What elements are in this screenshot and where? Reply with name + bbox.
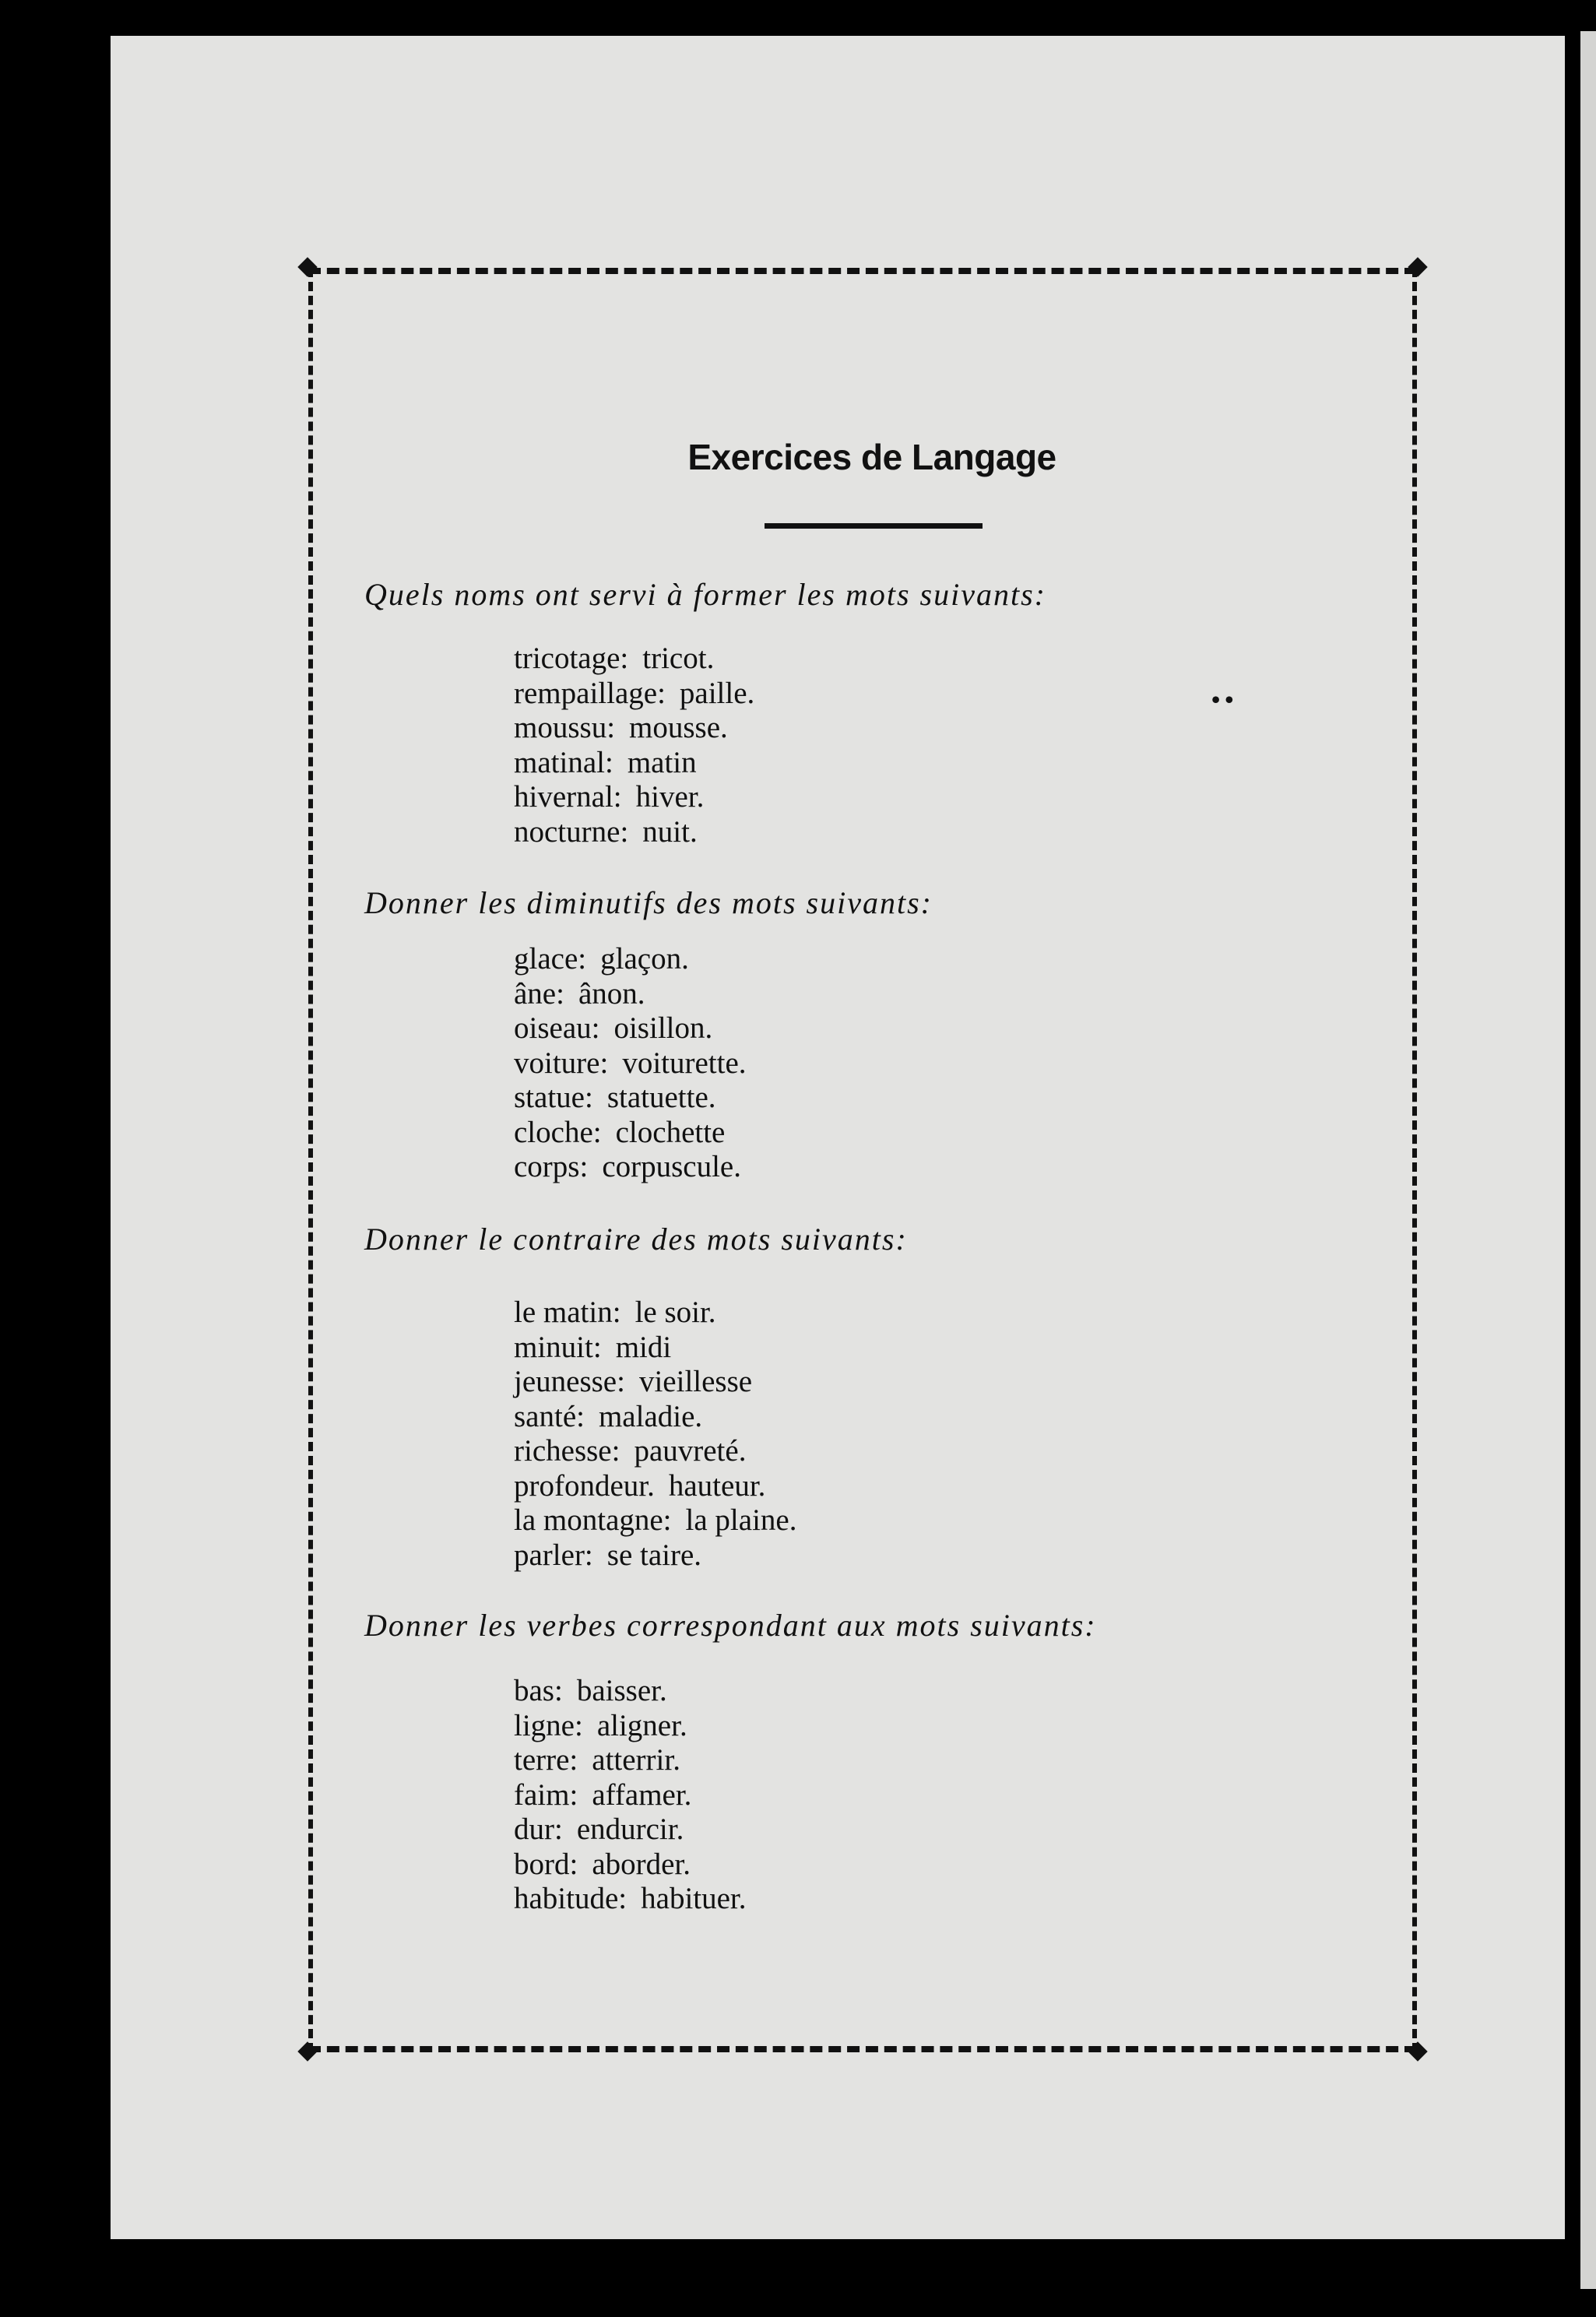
decorative-border [308, 268, 1417, 2052]
word-pair [514, 1778, 747, 1813]
word-pair [514, 1011, 747, 1046]
answer-word: affamer. [592, 1777, 692, 1812]
source-word: hivernal: [514, 780, 622, 814]
answer-word: se taire. [606, 1538, 702, 1572]
answer-word: statuette. [606, 1081, 716, 1114]
source-word: glace: [514, 942, 587, 976]
word-pair [514, 1434, 796, 1469]
source-word: rempaillage: [514, 676, 666, 710]
source-word: nocturne: [514, 814, 629, 849]
word-pair [514, 1743, 747, 1778]
title-underline-rule [765, 523, 983, 529]
answer-word: habituer. [641, 1882, 747, 1915]
word-pair [514, 1848, 747, 1883]
answer-word: hiver. [635, 780, 705, 814]
answer-word: tricot. [642, 642, 715, 675]
stray-print-mark: •• [1211, 685, 1239, 713]
word-pair [514, 977, 747, 1012]
word-list [514, 1296, 796, 1573]
source-word: tricotage: [514, 642, 629, 675]
source-word: cloche: [514, 1115, 602, 1149]
source-word: oiseau: [514, 1011, 600, 1045]
answer-word: oisillon. [613, 1011, 713, 1045]
answer-word: midi [615, 1330, 672, 1364]
source-word: bord: [514, 1847, 578, 1881]
section-heading: Donner les diminutifs des mots suivants: [364, 885, 933, 920]
page-title: Exercices de Langage [687, 437, 1056, 477]
answer-word: la plaine. [685, 1503, 797, 1537]
section-heading: Donner les verbes correspondant aux mots suivants: [364, 1608, 1097, 1643]
answer-word: le soir. [635, 1296, 716, 1329]
answer-word: maladie. [598, 1399, 703, 1433]
word-pair [514, 1046, 747, 1081]
answer-word: corpuscule. [602, 1150, 741, 1183]
source-word: dur: [514, 1812, 563, 1846]
word-pair [514, 1503, 796, 1538]
adjacent-page-edge [1580, 31, 1596, 2289]
answer-word: paille. [679, 676, 755, 710]
word-pair [514, 1469, 796, 1504]
answer-word: mousse. [629, 711, 728, 744]
source-word: matinal: [514, 745, 613, 779]
word-pair [514, 815, 754, 850]
word-pair [514, 1674, 747, 1709]
source-word: profondeur. [514, 1468, 655, 1503]
word-pair [514, 642, 754, 677]
word-pair [514, 1116, 747, 1151]
word-pair [514, 942, 747, 977]
source-word: moussu: [514, 711, 616, 744]
source-word: terre: [514, 1743, 578, 1777]
source-word: corps: [514, 1150, 589, 1183]
answer-word: glaçon. [600, 942, 689, 976]
word-pair [514, 780, 754, 815]
answer-word: hauteur. [668, 1468, 766, 1503]
source-word: le matin: [514, 1296, 621, 1329]
source-word: santé: [514, 1399, 585, 1433]
answer-word: voiturette. [622, 1046, 747, 1080]
word-pair [514, 1331, 796, 1366]
answer-word: clochette [615, 1115, 726, 1149]
word-pair [514, 1400, 796, 1435]
source-word: habitude: [514, 1882, 628, 1915]
source-word: la montagne: [514, 1503, 672, 1537]
word-list [514, 1674, 747, 1917]
source-word: âne: [514, 976, 564, 1011]
source-word: faim: [514, 1777, 578, 1812]
answer-word: nuit. [642, 814, 698, 849]
source-word: parler: [514, 1538, 593, 1572]
answer-word: pauvreté. [634, 1434, 747, 1468]
section-heading: Donner le contraire des mots suivants: [364, 1222, 908, 1257]
source-word: bas: [514, 1674, 563, 1707]
word-pair [514, 1150, 747, 1185]
answer-word: baisser. [576, 1674, 667, 1707]
answer-word: matin [627, 745, 697, 779]
source-word: minuit: [514, 1330, 602, 1364]
word-pair [514, 1081, 747, 1116]
word-pair [514, 1709, 747, 1744]
word-pair [514, 1812, 747, 1848]
word-pair [514, 711, 754, 746]
word-pair [514, 1365, 796, 1400]
word-pair [514, 1296, 796, 1331]
section-heading: Quels noms ont servi à former les mots suivants: [364, 577, 1046, 612]
word-pair [514, 1538, 796, 1573]
answer-word: ânon. [578, 976, 645, 1011]
answer-word: aligner. [596, 1708, 687, 1742]
source-word: jeunesse: [514, 1365, 625, 1398]
word-pair [514, 677, 754, 712]
source-word: richesse: [514, 1434, 620, 1468]
word-pair [514, 1882, 747, 1917]
source-word: voiture: [514, 1046, 609, 1080]
answer-word: aborder. [592, 1847, 691, 1881]
source-word: ligne: [514, 1708, 583, 1742]
source-word: statue: [514, 1081, 593, 1114]
word-list [514, 642, 754, 849]
word-list [514, 942, 747, 1185]
answer-word: atterrir. [592, 1743, 680, 1777]
answer-word: endurcir. [576, 1812, 684, 1846]
answer-word: vieillesse [638, 1365, 753, 1398]
word-pair [514, 746, 754, 781]
